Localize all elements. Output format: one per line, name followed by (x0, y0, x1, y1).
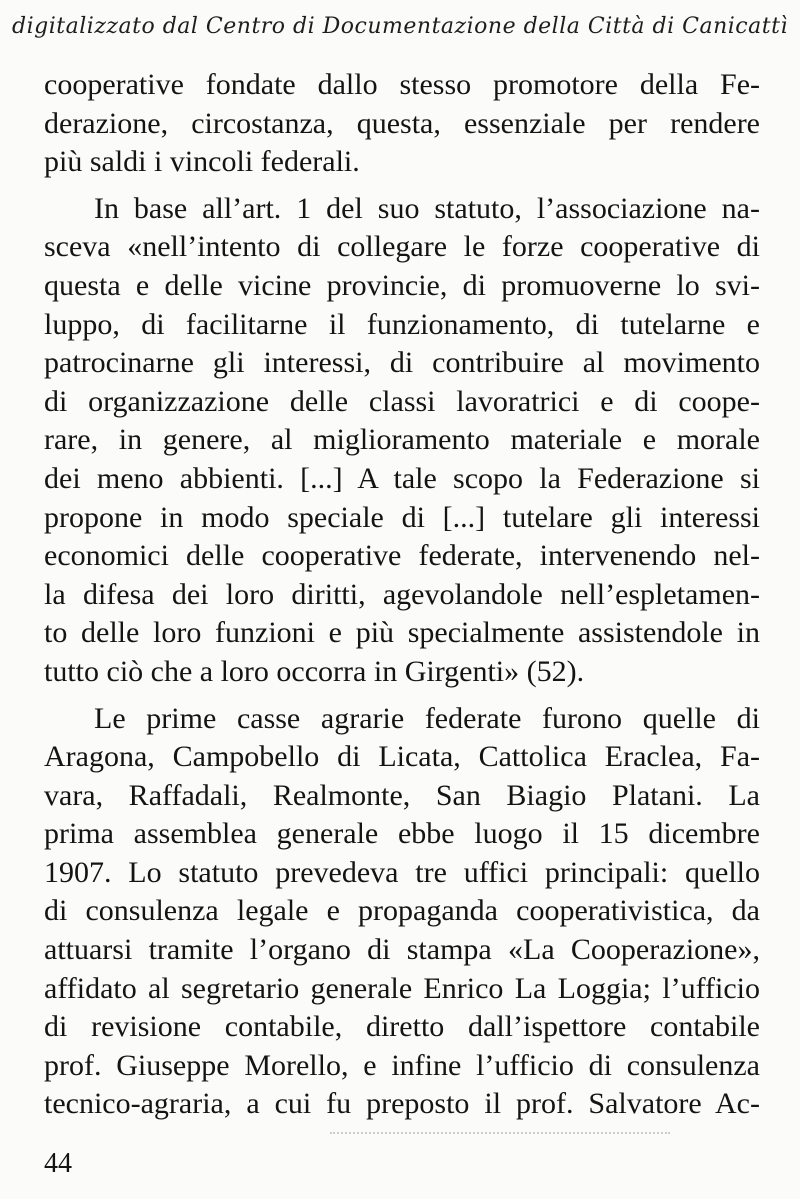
text-line: In base all’art. 1 del suo statuto, l’associazione na- (94, 191, 760, 225)
text-line: to delle loro funzioni e più specialmente assistendole in (44, 616, 760, 650)
paragraph-3 (44, 700, 760, 1125)
text-line: propone in modo speciale di [...] tutelare gli interessi (44, 500, 760, 534)
text-line: tecnico-agraria, a cui fu preposto il prof. Salvatore Ac- (44, 1087, 760, 1121)
text-line: vara, Raffadali, Realmonte, San Biagio Platani. La (44, 778, 760, 812)
text-line: economici delle cooperative federate, intervenendo nel- (44, 539, 760, 573)
text-line: prima assemblea generale ebbe luogo il 15 dicembre (44, 817, 760, 851)
text-line: rare, in genere, al miglioramento materiale e morale (44, 423, 760, 457)
text-line: prof. Giuseppe Morello, e infine l’ufficio di consulenza (44, 1048, 760, 1082)
text-line: 1907. Lo statuto prevedeva tre uffici principali: quello (44, 855, 760, 889)
text-line: cooperative fondate dallo stesso promotore della Fe- (44, 68, 760, 101)
page-body (44, 66, 760, 1124)
text-line: affidato al segretario generale Enrico La Loggia; l’ufficio (44, 971, 760, 1005)
text-line: di consulenza legale e propaganda cooperativistica, da (44, 894, 760, 928)
digitization-watermark: digitalizzato dal Centro di Documentazione della Città di Canicattì (12, 14, 788, 39)
text-line: di revisione contabile, diretto dall’ispettore contabile (44, 1010, 760, 1044)
text-line: Aragona, Campobello di Licata, Cattolica Eraclea, Fa- (44, 740, 760, 774)
text-line: derazione, circostanza, questa, essenziale per rendere (44, 106, 760, 140)
text-line: dei meno abbienti. [...] A tale scopo la Federazione si (44, 461, 760, 495)
text-line: tutto ciò che a loro occorra in Girgenti» (52). (44, 654, 585, 688)
text-line: luppo, di facilitarne il funzionamento, di tutelarne e (44, 307, 760, 341)
text-line: la difesa dei loro diritti, agevolandole nell’espletamen- (44, 577, 760, 611)
text-line: patrocinarne gli interessi, di contribuire al movimento (44, 346, 760, 380)
paragraph-1 (44, 66, 760, 182)
scan-artifact-dots (330, 1132, 670, 1136)
paragraph-gap (44, 182, 760, 190)
text-line: attuarsi tramite l’organo di stampa «La Cooperazione», (44, 933, 760, 967)
page-number: 44 (44, 1148, 72, 1179)
paragraph-gap (44, 692, 760, 700)
text-line: Le prime casse agrarie federate furono quelle di (94, 701, 760, 735)
text-line: questa e delle vicine provincie, di promuoverne lo svi- (44, 268, 760, 302)
text-line: più saldi i vincoli federali. (44, 145, 360, 179)
text-line: di organizzazione delle classi lavoratrici e di coope- (44, 384, 760, 418)
paragraph-2 (44, 190, 760, 692)
text-line: sceva «nell’intento di collegare le forze cooperative di (44, 230, 760, 264)
